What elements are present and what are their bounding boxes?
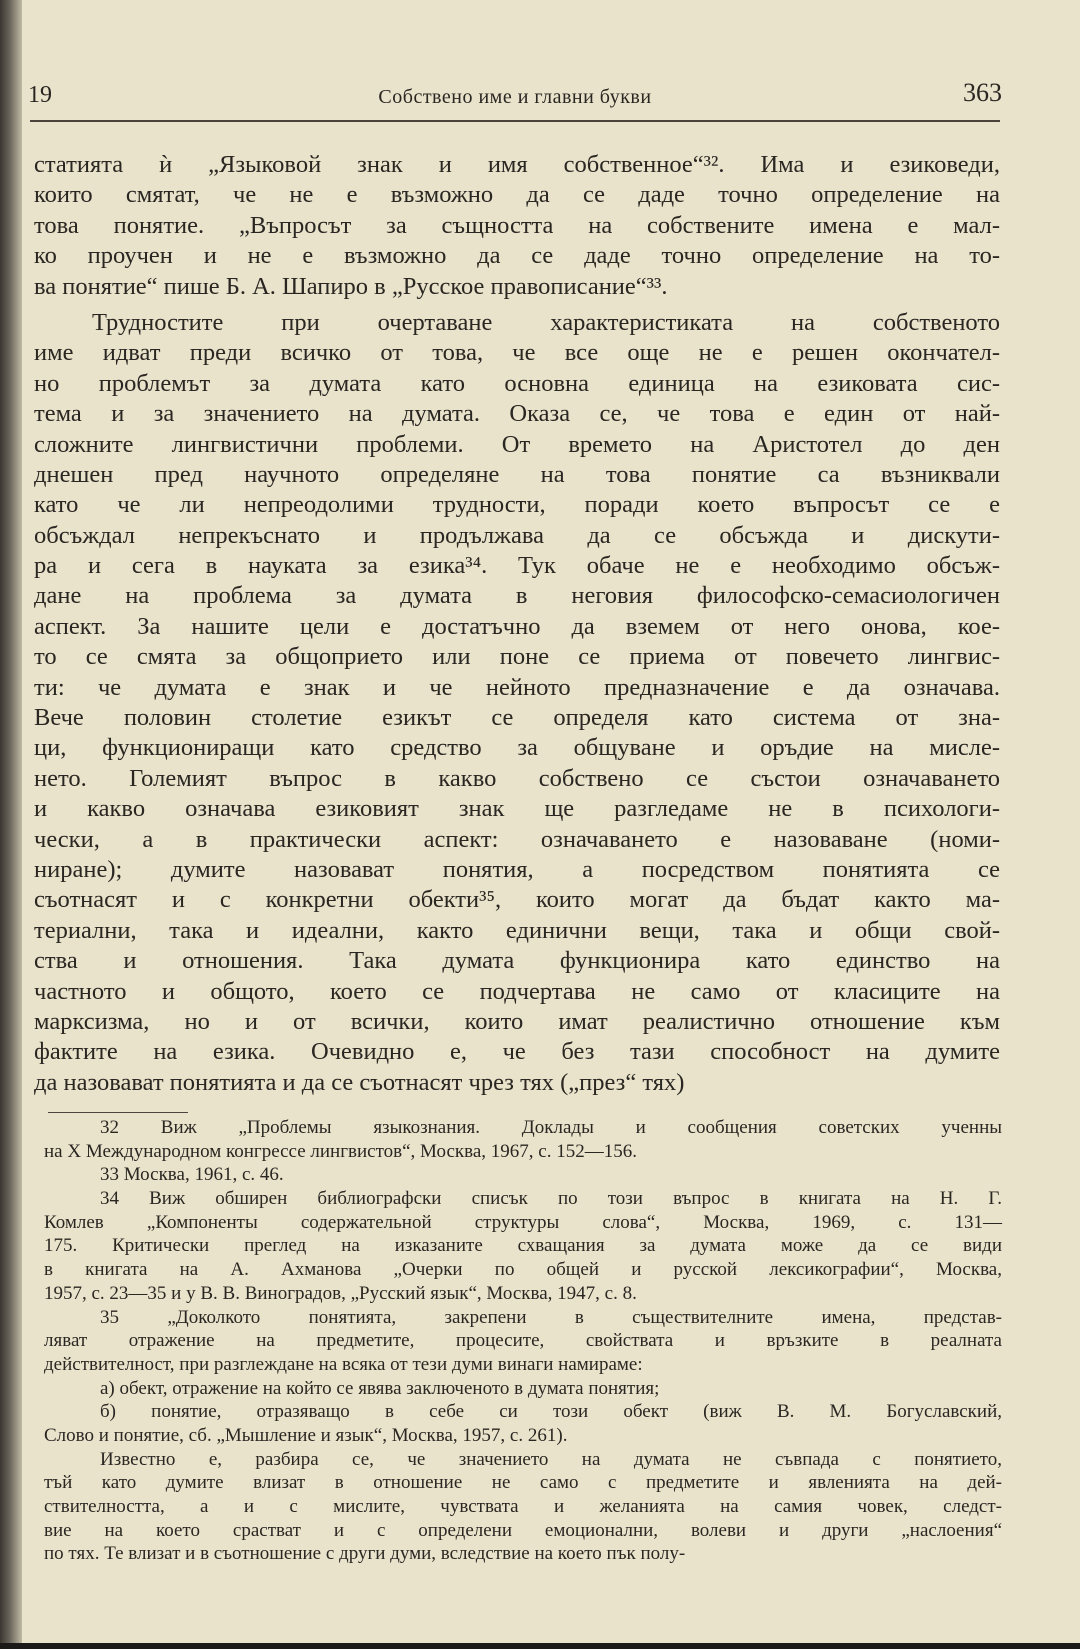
- text-line: фактите на езика. Очевидно е, че без тази способност на думите: [34, 1038, 1000, 1066]
- footnote-line: 175. Критически преглед на изказаните схващания за думата може да се види: [44, 1235, 1002, 1257]
- text-line: териални, така и идеални, както единични вещи, така и общи свой-: [34, 916, 1000, 944]
- footnote-line: 33 Москва, 1961, с. 46.: [100, 1164, 284, 1186]
- text-line: ниране); думите назовават понятия, а посредством понятията се: [34, 855, 1000, 883]
- text-line: нето. Големият въпрос в какво собствено се състои означаването: [34, 764, 1000, 792]
- footnote-line: 35 „Доколкото понятията, закрепени в съществителните имена, представ-: [100, 1306, 1002, 1328]
- text-line: и какво означава езиковият знак ще разгледаме не в психологи-: [34, 795, 1000, 823]
- text-line: марксизма, но и от всички, които имат реалистично отношение към: [34, 1007, 1000, 1035]
- footnote-line: б) понятие, отразяващо в себе си този обект (виж В. М. Богуславский,: [100, 1401, 1002, 1423]
- footnote-line: Известно е, разбира се, че значението на думата не съвпада с понятието,: [100, 1448, 1002, 1470]
- text-line: дане на проблема за думата в неговия философско-семасиологичен: [34, 582, 1000, 610]
- main-text: [34, 150, 1000, 1098]
- text-line: аспект. За нашите цели е достатъчно да вземем от него онова, кое-: [34, 612, 1000, 640]
- text-line: ко проучен и не е възможно да се даде точно определение на то-: [34, 242, 1000, 270]
- footnote-line: ляват отражение на предметите, процесите, свойствата и връзките в реалната: [44, 1330, 1002, 1352]
- text-line: то се смята за общоприето или поне се приема от повечето лингвис-: [34, 643, 1000, 671]
- footnote-line: по тях. Те влизат и в съотношение с други думи, вследствие на което пък полу-: [44, 1543, 686, 1565]
- page-bottom-edge: [0, 1643, 1080, 1649]
- header-rule: [30, 120, 1000, 122]
- text-line: като че ли непреодолими трудности, поради което въпросът се е: [34, 491, 1000, 519]
- text-line: обсъждал непрекъснато и продължава да се обсъжда и дискути-: [34, 521, 1000, 549]
- text-line: име идват преди всичко от това, че все още не е решен окончател-: [34, 339, 1000, 367]
- text-line: но проблемът за думата като основна единица на езиковата сис-: [34, 369, 1000, 397]
- text-line: чески, а в практически аспект: означаването е назоваване (номи-: [34, 825, 1000, 853]
- footnote-line: действителност, при разглеждане на всяка от тези думи винаги намираме:: [44, 1353, 643, 1375]
- footnote-separator: [48, 1112, 188, 1113]
- text-line: ва понятие“ пише Б. А. Шапиро в „Русское правописание“³³.: [34, 272, 668, 300]
- text-line: които смятат, че не е възможно да се даде точно определение на: [34, 181, 1000, 209]
- text-line: статията ѝ „Языковой знак и имя собственное“³². Има и езиковеди,: [34, 151, 1000, 178]
- footnote-line: а) обект, отражение на който се явява заключеното в думата понятия;: [100, 1377, 660, 1399]
- text-line: ства и отношения. Така думата функционира като единство на: [34, 947, 1000, 975]
- text-line: ци, функциониращи като средство за общуване и оръдие на мисле-: [34, 734, 1000, 762]
- footnote-line: ствителността, а и с мислите, чувствата и желанията на самия човек, следст-: [44, 1496, 1002, 1517]
- book-spine-shadow: [0, 0, 22, 1649]
- text-line: Вече половин столетие езикът се определя като система от зна-: [34, 704, 1000, 732]
- text-line: това понятие. „Въпросът за същността на собствените имена е мал-: [34, 211, 1000, 239]
- footnote-line: вие на което срастват и с определени емоционални, волеви и други „наслоения“: [44, 1519, 1002, 1541]
- footnote-line: тъй като думите влизат в отношение не само с предметите и явленията на дей-: [44, 1472, 1002, 1494]
- text-line: сложните лингвистични проблеми. От времето на Аристотел до ден: [34, 430, 1000, 458]
- running-title: Собствено име и главни букви: [378, 86, 652, 108]
- footnote-line: на X Международном конгрессе лингвистов“, Москва, 1967, с. 152—156.: [44, 1140, 637, 1162]
- text-line: да назовават понятията и да се съотнасят чрез тях („през“ тях): [34, 1068, 685, 1096]
- text-line: Трудностите при очертаване характеристиката на собственото: [92, 308, 1000, 336]
- text-line: днешен пред научното определяне на това понятие са възниквали: [34, 460, 1000, 488]
- text-line: съотнасят и с конкретни обекти³⁵, които могат да бъдат както ма-: [34, 886, 1000, 914]
- footnote-line: в книгата на А. Ахманова „Очерки по общей и русской лексикографии“, Москва,: [44, 1259, 1002, 1281]
- footnotes: [44, 1116, 1002, 1566]
- footnote-line: 1957, с. 23—35 и у В. В. Виноградов, „Русский язык“, Москва, 1947, с. 8.: [44, 1282, 637, 1304]
- text-line: ти: че думата е знак и че нейното предназначение е да означава.: [34, 673, 1000, 701]
- section-number: 19: [28, 82, 52, 108]
- footnote-line: 32 Виж „Проблемы языкознания. Доклады и сообщения советских ученны: [100, 1117, 1002, 1138]
- footnote-line: Комлев „Компоненты содержательной структуры слова“, Москва, 1969, с. 131—: [44, 1211, 1002, 1233]
- page-number: 363: [963, 78, 1002, 107]
- text-line: частното и общото, което се подчертава не само от класиците на: [34, 977, 1000, 1005]
- running-header: [28, 78, 1002, 112]
- text-line: тема и за значението на думата. Оказа се, че това е един от най-: [34, 400, 1000, 428]
- footnote-line: Слово и понятие, сб. „Мышление и язык“, Москва, 1957, с. 261).: [44, 1424, 568, 1446]
- footnote-line: 34 Виж обширен библиографски списък по този въпрос в книгата на Н. Г.: [100, 1188, 1002, 1210]
- text-line: ра и сега в науката за езика³⁴. Тук обаче не е необходимо обсъж-: [34, 552, 1000, 580]
